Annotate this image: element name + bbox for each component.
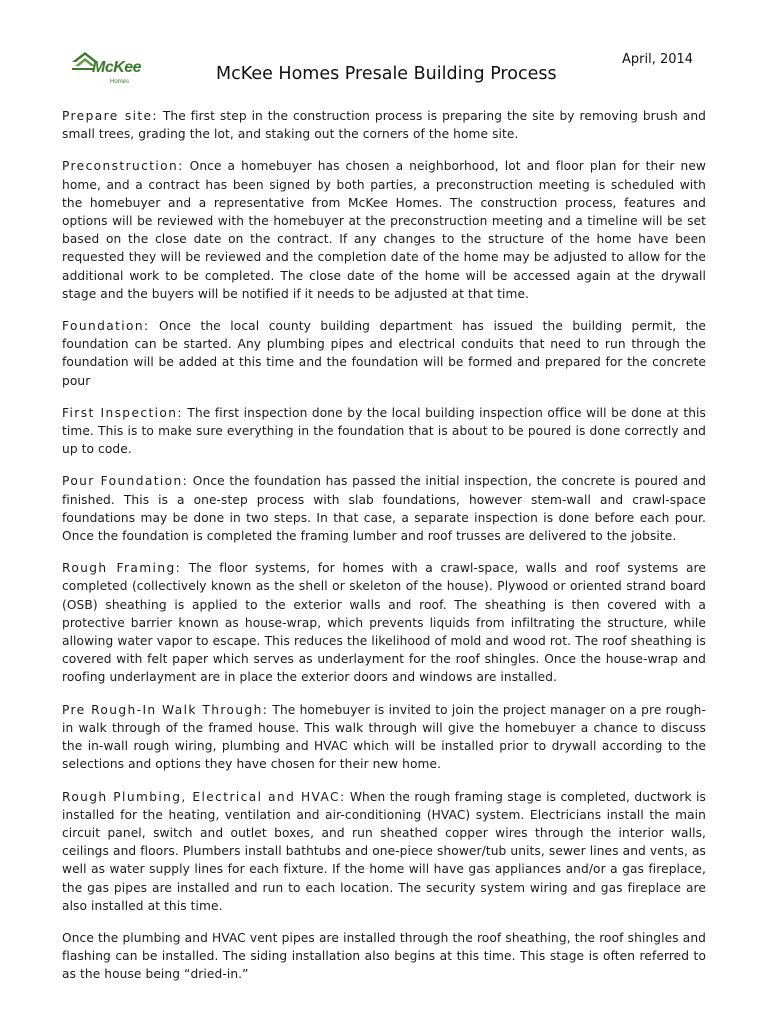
paragraph-preconstruction [62,157,706,303]
paragraph-dried-in [62,929,706,984]
paragraph-lead: Rough Plumbing, Electrical and HVAC: [62,789,346,804]
paragraph-lead: Pre Rough-In Walk Through: [62,702,269,717]
paragraph-text: Once the plumbing and HVAC vent pipes are installed through the roof sheathing, the roof shingles and flashing can be installed. The siding installation also begins at this time. This stage is often referred to as the house being “dried-in.” [62,930,706,982]
paragraph-text: Once the local county building department has issued the building permit, the foundation can be started. Any plumbing pipes and electrical conduits that need to run through the foundation will be added at this time and the foundation will be formed and prepared for the concrete pour [62,319,706,388]
paragraph-text: The first step in the construction process is preparing the site by removing brush and small trees, grading the lot, and staking out the corners of the home site. [62,109,706,142]
paragraph-pour-foundation [62,472,706,545]
logo-text: McKee [92,59,142,76]
paragraph-rough-plumbing-electrical-hvac [62,788,706,915]
paragraph-text: The homebuyer is invited to join the project manager on a pre rough-in walk through of the framed house. This walk through will give the homebuyer a chance to discuss the in-wall rough wiring, plumbing and HVAC which will be installed prior to drywall according to the selections and options they have chosen for their new home. [62,702,706,772]
paragraph-pre-rough-in-walk-through [62,701,706,774]
paragraph-text: The first inspection done by the local building inspection office will be done at this time. This is to make sure everything in the foundation that is about to be poured is done correctly and up to code. [62,405,706,457]
paragraph-lead: First Inspection: [62,405,183,420]
document-date: April, 2014 [622,52,694,67]
paragraph-rough-framing [62,559,706,686]
paragraph-lead: Foundation: [62,319,150,334]
paragraph-text: Once a homebuyer has chosen a neighborhood, lot and floor plan for their new home, and a contract has been signed by both parties, a preconstruction meeting is scheduled with the homebuyer and a representative from McKee Homes. The construction process, features and options will be reviewed with the homebuyer at the preconstruction meeting and a timeline will be set based on the close date on the contract. If any changes to the structure of the home have been requested they will be reviewed and the completion date of the home may be adjusted to allow for the additional work to be completed. The close date of the home will be accessed again at the drywall stage and the buyers will be notified if it needs to be adjusted at that time. [62,159,706,301]
paragraph-lead: Prepare site: [62,109,158,123]
mckee-homes-logo [70,50,148,92]
document-header [0,0,768,100]
paragraph-foundation [62,317,706,390]
page-title: McKee Homes Presale Building Process [216,64,557,84]
paragraph-text: The floor systems, for homes with a crawl-space, walls and roof systems are completed (collectively known as the shell or skeleton of the house). Plywood or oriented strand board (OSB) sheathing is applied to the exterior walls and roof. The sheathing is then covered with a protective barrier known as house-wrap, which prevents liquids from infiltrating the structure, while allowing water vapor to escape. This reduces the likelihood of mold and wood rot. The roof sheathing is covered with felt paper which serves as underlayment for the roof shingles. Once the house-wrap and roofing underlayment are in place the exterior doors and windows are installed. [62,561,707,685]
paragraph-text: Once the foundation has passed the initial inspection, the concrete is poured and finished. This is a one-step process with slab foundations, however stem-wall and crawl-space foundations may be done in two steps. In that case, a separate inspection is done before each pour. Once the foundation is completed the framing lumber and roof trusses are delivered to the jobsite. [62,474,706,544]
paragraph-lead: Rough Framing: [62,561,182,576]
logo-subtext: Homes [110,79,130,85]
paragraph-lead: Preconstruction: [62,159,184,174]
paragraph-lead: Pour Foundation: [62,474,189,489]
paragraph-first-inspection [62,404,706,459]
paragraph-prepare-site [62,107,706,143]
paragraph-text: When the rough framing stage is completed, ductwork is installed for the heating, ventilation and air-conditioning (HVAC) system. Electricians install the main circuit panel, switch and outlet boxes, and run sheathed copper wires through the interior walls, ceilings and floors. Plumbers install bathtubs and one-piece shower/tub units, sewer lines and vents, as well as water supply lines for each fixture. If the home will have gas appliances and/or a gas fireplace, the gas pipes are installed and run to each location. The security system wiring and gas fireplace are also installed at this time. [62,789,706,913]
document-body [62,107,706,998]
